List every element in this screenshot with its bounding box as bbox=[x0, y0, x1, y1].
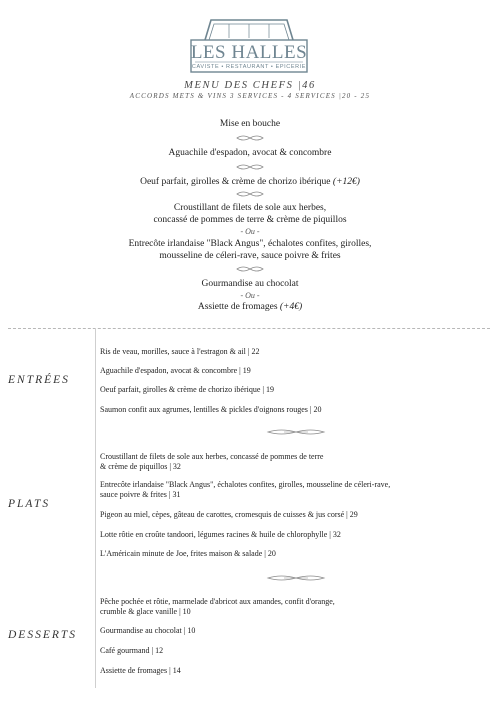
chef-dessert-2-supplement: (+4€) bbox=[279, 302, 303, 312]
ornament-divider bbox=[266, 574, 326, 582]
chef-starter-2 bbox=[0, 176, 500, 188]
menu-item-line: Croustillant de filets de sole aux herbes, concassé de pommes de terre bbox=[100, 452, 324, 461]
chef-main-1-line1: Croustillant de filets de sole aux herbes, bbox=[173, 203, 327, 213]
horizontal-divider bbox=[8, 328, 490, 329]
or-separator: - Ou - bbox=[240, 227, 260, 236]
menu-item: Lotte rôtie en croûte tandoori, légumes racines & huile de chlorophylle | 32 bbox=[100, 530, 341, 539]
section-title-desserts: DESSERTS bbox=[8, 629, 78, 641]
ornament-divider bbox=[0, 163, 500, 171]
chef-starter-2-name: Oeuf parfait, girolles & crème de chorizo ibérique bbox=[140, 177, 331, 187]
menu-item: Café gourmand | 12 bbox=[100, 646, 164, 655]
chef-main-2-line2: mousseline de céleri-rave, sauce poivre & frites bbox=[159, 251, 341, 261]
menu-item: Assiette de fromages | 14 bbox=[100, 666, 181, 675]
menu-item: Ris de veau, morilles, sauce à l'estragon & ail | 22 bbox=[100, 347, 260, 356]
or-separator: - Ou - bbox=[240, 291, 260, 300]
menu-item-line: Pêche pochée et rôtie, marmelade d'abricot aux amandes, confit d'orange, bbox=[100, 597, 335, 606]
menu-item: L'Américain minute de Joe, frites maison & salade | 20 bbox=[100, 549, 276, 558]
chef-starter-2-supplement: (+12€) bbox=[332, 177, 360, 187]
chef-dessert-2-name: Assiette de fromages bbox=[197, 302, 278, 312]
logo-tagline: CAVISTE • RESTAURANT • EPICERIE bbox=[191, 64, 307, 70]
menu-item-line: & crème de piquillos | 32 bbox=[100, 462, 181, 471]
menu-item-line: Entrecôte irlandaise "Black Angus", échalotes confites, girolles, mousseline de céleri-rave, bbox=[100, 480, 391, 489]
ornament-divider bbox=[266, 428, 326, 436]
section-title-plats: PLATS bbox=[8, 498, 51, 510]
chef-dessert-1: Gourmandise au chocolat bbox=[201, 279, 299, 289]
restaurant-logo bbox=[189, 16, 309, 74]
ornament-divider bbox=[0, 190, 500, 198]
menu-item bbox=[100, 597, 480, 617]
ornament-divider bbox=[0, 134, 500, 142]
menu-subtitle: ACCORDS METS & VINS 3 SERVICES - 4 SERVICES |20 - 25 bbox=[129, 92, 371, 100]
ornament-divider bbox=[0, 265, 500, 273]
menu-item bbox=[100, 480, 480, 500]
chef-main-2-line1: Entrecôte irlandaise "Black Angus", échalotes confites, girolles, bbox=[128, 239, 372, 249]
chef-dessert-2 bbox=[0, 301, 500, 313]
menu-item: Gourmandise au chocolat | 10 bbox=[100, 626, 196, 635]
menu-item: Pigeon au miel, cèpes, gâteau de carottes, cromesquis de cuisses & jus corsé | 29 bbox=[100, 510, 358, 519]
section-title-entrees: ENTRÉES bbox=[8, 374, 70, 386]
menu-item: Aguachile d'espadon, avocat & concombre | 19 bbox=[100, 366, 251, 375]
menu-item-line: crumble & glace vanille | 10 bbox=[100, 607, 191, 616]
vertical-divider bbox=[95, 328, 96, 688]
menu-item bbox=[100, 452, 480, 472]
amuse-bouche: Mise en bouche bbox=[219, 119, 281, 129]
menu-item: Oeuf parfait, girolles & crème de chorizo ibérique | 19 bbox=[100, 385, 274, 394]
logo-name: LES HALLES bbox=[190, 42, 308, 63]
menu-item-line: sauce poivre & frites | 31 bbox=[100, 490, 181, 499]
chef-main-1-line2: concassé de pommes de terre & crème de piquillos bbox=[153, 215, 347, 225]
menu-title: MENU DES CHEFS |46 bbox=[184, 80, 316, 91]
menu-item: Saumon confit aux agrumes, lentilles & pickles d'oignons rouges | 20 bbox=[100, 405, 322, 414]
chef-starter-1: Aguachile d'espadon, avocat & concombre bbox=[168, 148, 332, 158]
